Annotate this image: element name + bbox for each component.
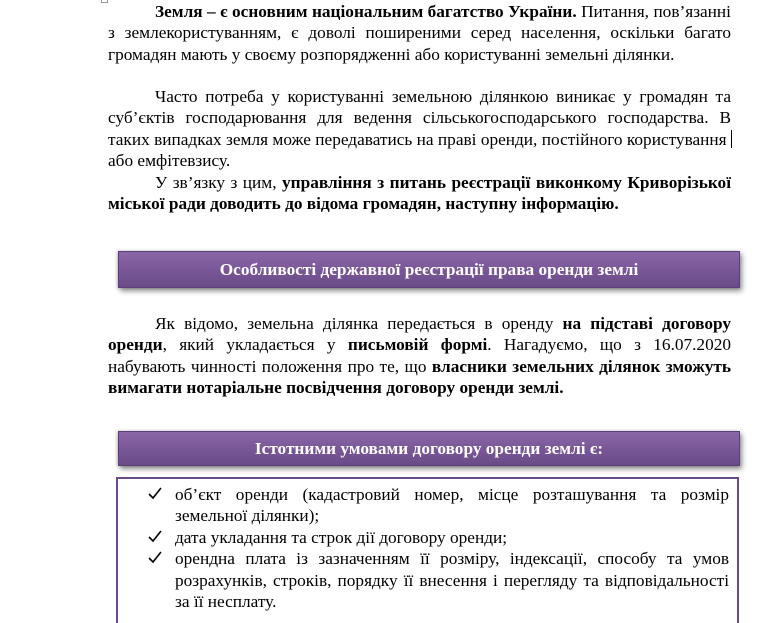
section-banner-registration bbox=[118, 251, 740, 288]
list-item bbox=[118, 484, 737, 527]
lease-bold-3: власники земельних ділянок зможуть вимагати нотаріальне посвідчення договору оренди землі. bbox=[108, 356, 731, 398]
announcement-text: У зв’язку з цим, bbox=[155, 173, 283, 192]
conditions-list bbox=[118, 484, 737, 612]
conditions-box bbox=[116, 477, 739, 623]
banner-registration-title: Особливості державної реєстрації права оренди землі bbox=[219, 260, 639, 279]
list-item bbox=[118, 548, 737, 612]
checkmark-icon bbox=[148, 527, 166, 543]
land-use-text-end: або емфітевзису. bbox=[108, 151, 231, 171]
checkmark-icon bbox=[148, 548, 166, 564]
paragraph-lease-info bbox=[108, 313, 731, 399]
lease-bold-2: письмовій формі bbox=[347, 335, 488, 355]
announcement-bold: управління з питань реєстрації виконкому Криворізької міської ради доводить до відома громадян, наступну інформацію. bbox=[108, 173, 731, 214]
section-banner-conditions bbox=[118, 431, 740, 466]
paragraph-intro bbox=[108, 1, 731, 65]
paragraph-anchor-mark bbox=[101, 0, 108, 3]
condition-text: орендна плата із зазначенням її розміру, індексації, способу та умов розрахунків, строків, порядку її внесення і перегляду та відповідальності за її несплату. bbox=[175, 549, 729, 612]
intro-text: Питання, пов’язанні з землекористуванням, є доволі поширеними серед населення, оскільки багато громадян мають у своєму розпорядженні або користуванні земельні ділянки. bbox=[108, 2, 731, 64]
condition-text: дата укладання та строк дії договору оренди; bbox=[175, 527, 508, 547]
paragraph-announcement bbox=[108, 172, 731, 215]
lease-text-2: , який укладається у bbox=[162, 335, 348, 355]
text-cursor[interactable] bbox=[731, 130, 732, 148]
intro-bold: Земля – є основним національним багатство України. bbox=[155, 2, 577, 21]
land-use-text: Часто потреба у користуванні земельною ділянкою виникає у громадян та суб’єктів господарювання для ведення сільськогосподарського господарства. В таких випадках земля може передаватись на праві оренди, постійного користування bbox=[108, 87, 731, 149]
paragraph-land-use bbox=[108, 86, 731, 172]
banner-conditions-title: Істотними умовами договору оренди землі є: bbox=[254, 439, 604, 458]
checkmark-icon bbox=[148, 484, 166, 500]
list-item bbox=[118, 527, 737, 548]
lease-text-3: . Нагадуємо, що з 16.07.2020 набувають чинності положення про те, що bbox=[108, 335, 731, 376]
lease-bold-1: на підставі договору оренди bbox=[108, 314, 731, 355]
condition-text: об’єкт оренди (кадастровий номер, місце розташування та розмір земельної ділянки); bbox=[175, 485, 729, 526]
lease-text-1: Як відомо, земельна ділянка передається в оренду bbox=[155, 314, 563, 333]
